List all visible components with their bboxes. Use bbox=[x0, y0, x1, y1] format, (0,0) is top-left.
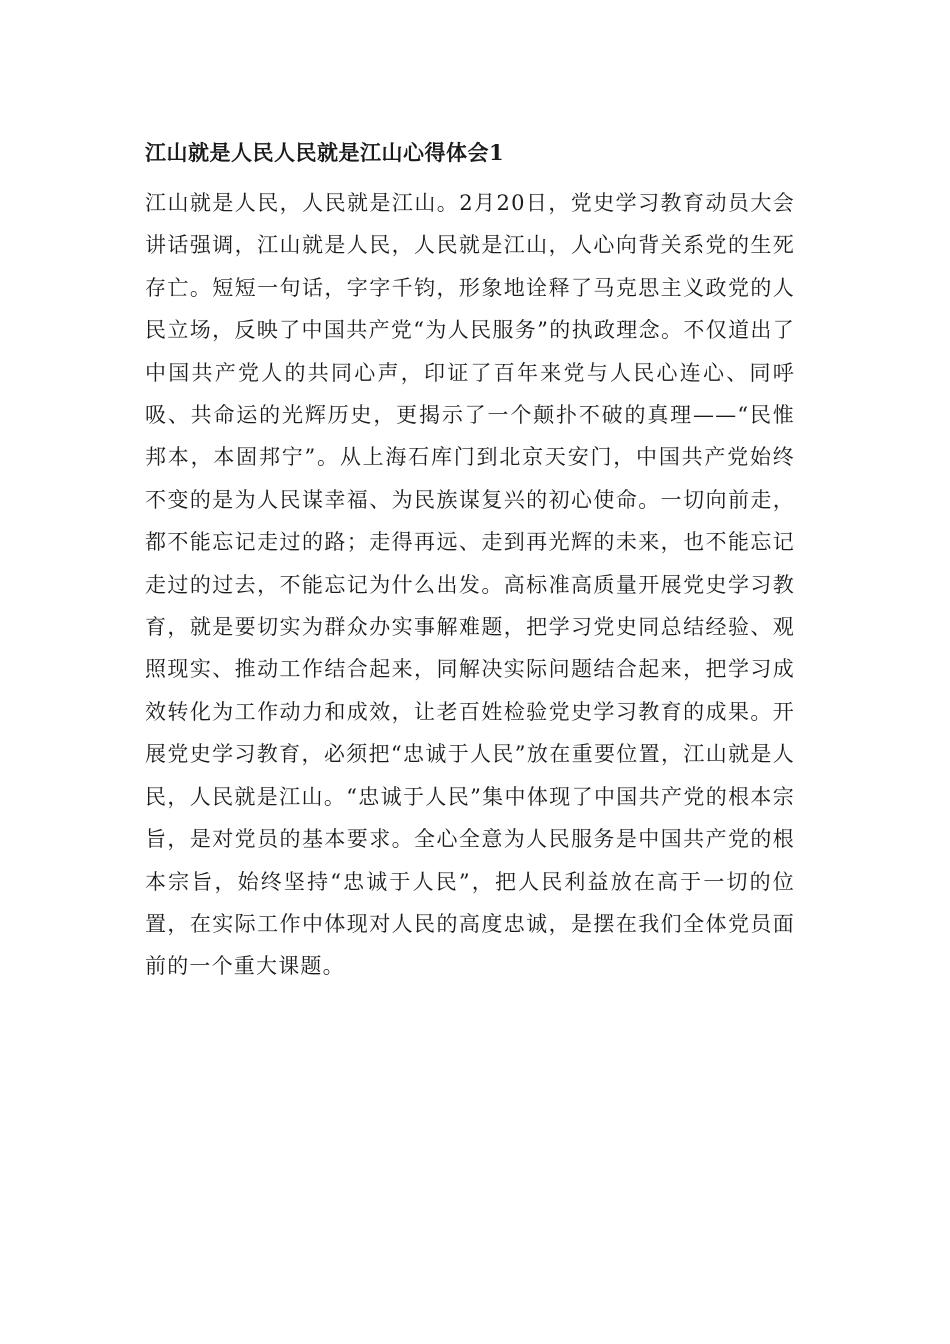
document-content bbox=[145, 136, 795, 988]
document-title: 江山就是人民人民就是江山心得体会1 bbox=[145, 140, 505, 165]
document-body-paragraph: 江山就是人民，人民就是江山。2月20日，党史学习教育动员大会讲话强调，江山就是人民，人民就是江山，人心向背关系党的生死存亡。短短一句话，字字千钧，形象地诠释了马克思主义政党的人民立场，反映了中国共产党“为人民服务”的执政理念。不仅道出了中国共产党人的共同心声，印证了百年来党与人民心连心、同呼吸、共命运的光辉历史，更揭示了一个颠扑不破的真理——“民惟邦本，本固邦宁”。从上海石库门到北京天安门，中国共产党始终不变的是为人民谋幸福、为民族谋复兴的初心使命。一切向前走，都不能忘记走过的路；走得再远、走到再光辉的未来，也不能忘记走过的过去，不能忘记为什么出发。高标准高质量开展党史学习教育，就是要切实为群众办实事解难题，把学习党史同总结经验、观照现实、推动工作结合起来，同解决实际问题结合起来，把学习成效转化为工作动力和成效，让老百姓检验党史学习教育的成果。开展党史学习教育，必须把“忠诚于人民”放在重要位置，江山就是人民，人民就是江山。“忠诚于人民”集中体现了中国共产党的根本宗旨，是对党员的基本要求。全心全意为人民服务是中国共产党的根本宗旨，始终坚持“忠诚于人民”，把人民利益放在高于一切的位置，在实际工作中体现对人民的高度忠诚，是摆在我们全体党员面前的一个重大课题。 bbox=[145, 191, 795, 979]
